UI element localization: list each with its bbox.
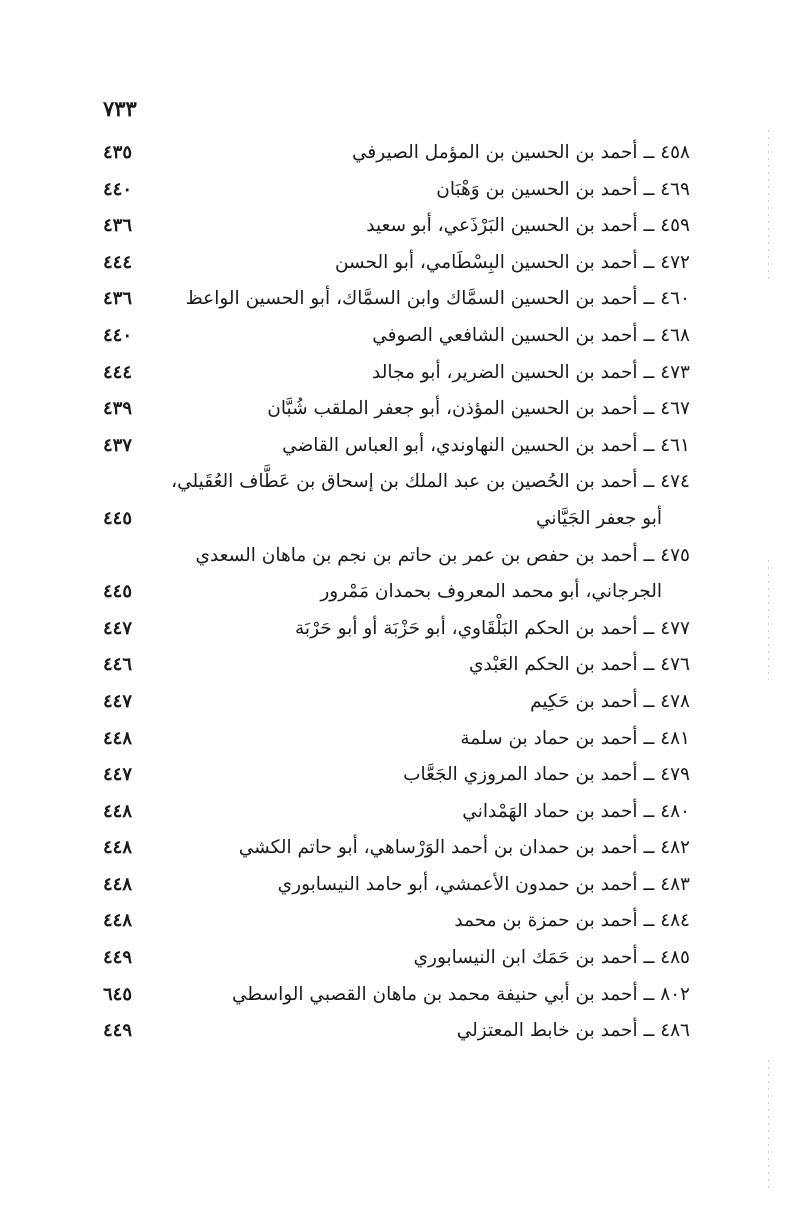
entry-page-number: ٤٣٩	[103, 398, 133, 420]
entry-text: ٤٨٤ ــ أحمد بن حمزة بن محمد	[454, 910, 690, 932]
entry-page-number: ٤٤٧	[103, 617, 133, 639]
entry-text: ٨٠٢ ــ أحمد بن أبي حنيفة محمد بن ماهان القصبي الواسطي	[231, 983, 690, 1005]
entry-page-number: ٤٤٠	[103, 324, 133, 346]
index-entry	[0, 762, 805, 799]
index-entry	[0, 396, 805, 433]
index-entry	[0, 616, 805, 653]
index-entry	[0, 908, 805, 945]
entry-text: ٤٧٧ ــ أحمد بن الحكم البَلْقَاوي، أبو حَزْبَة أو أبو حَرْبَة	[295, 617, 690, 639]
entry-text: ٤٧٣ ــ أحمد بن الحسين الضرير، أبو مجالد	[372, 361, 690, 383]
index-entry	[0, 835, 805, 872]
index-entry	[0, 213, 805, 250]
entry-text: ٤٥٨ ــ أحمد بن الحسين بن المؤمل الصيرفي	[352, 142, 690, 163]
index-entry	[0, 689, 805, 726]
entry-text: ٤٧٢ ــ أحمد بن الحسين البِسْطَامي، أبو الحسن	[334, 251, 690, 273]
entry-text: ٤٧٨ ــ أحمد بن حَكِيم	[530, 690, 690, 712]
index-entry	[0, 872, 805, 909]
entry-page-number: ٤٤٨	[103, 727, 133, 749]
index-entry	[0, 726, 805, 763]
entry-page-number: ٤٤٧	[103, 690, 133, 712]
index-entry	[0, 652, 805, 689]
scan-edge-mark	[768, 130, 769, 280]
entry-page-number: ٤٤٨	[103, 910, 133, 932]
index-entry	[0, 286, 805, 323]
index-entry	[0, 177, 805, 214]
index-entry	[0, 1018, 805, 1055]
entry-page-number: ٤٤٦	[103, 654, 133, 676]
entry-page-number: ٤٤٩	[103, 947, 133, 969]
entry-page-number: ٦٤٥	[103, 983, 133, 1005]
entry-text: ٤٦٨ ــ أحمد بن الحسين الشافعي الصوفي	[372, 324, 690, 346]
index-entry	[0, 543, 805, 580]
index-entry	[0, 469, 805, 506]
entry-text: ٤٨١ ــ أحمد بن حماد بن سلمة	[460, 727, 690, 749]
index-entries-list	[0, 140, 805, 1055]
entry-text: ٤٧٥ ــ أحمد بن حفص بن عمر بن حاتم بن نجم بن ماهان السعدي	[195, 544, 690, 566]
entry-text: ٤٧٤ ــ أحمد بن الحُصين بن عبد الملك بن إسحاق بن عَطَّاف العُقَيلي،	[171, 471, 690, 493]
entry-page-number: ٤٤٥	[103, 507, 133, 529]
entry-page-number: ٤٤٨	[103, 837, 133, 859]
scan-edge-mark	[768, 560, 769, 680]
entry-text: ٤٨٢ ــ أحمد بن حمدان بن أحمد الوَرْساهي، أبو حاتم الكشي	[238, 837, 690, 859]
entry-text: ٤٦١ ــ أحمد بن الحسين النهاوندي، أبو العباس القاضي	[282, 434, 690, 456]
index-entry	[0, 140, 805, 177]
entry-text: ٤٧٦ ــ أحمد بن الحكم العَبْدي	[469, 654, 690, 676]
entry-text: ٤٨٣ ــ أحمد بن حمدون الأعمشي، أبو حامد النيسابوري	[277, 873, 690, 895]
entry-text: الجرجاني، أبو محمد المعروف بحمدان مَمْرور	[320, 581, 662, 603]
entry-text: ٤٨٥ ــ أحمد بن حَمَك ابن النيسابوري	[413, 947, 690, 969]
index-entry	[0, 982, 805, 1019]
entry-text: ٤٥٩ ــ أحمد بن الحسين البَرْذَعي، أبو سعيد	[366, 215, 690, 237]
index-entry	[0, 945, 805, 982]
index-entry	[0, 579, 805, 616]
entry-text: ٤٨٠ ــ أحمد بن حماد الهَمْداني	[462, 800, 690, 822]
index-entry	[0, 360, 805, 397]
index-entry	[0, 323, 805, 360]
entry-text: ٤٦٠ ــ أحمد بن الحسين السمَّاك وابن السمَّاك، أبو الحسين الواعظ	[185, 288, 690, 310]
entry-page-number: ٤٣٦	[103, 215, 133, 237]
entry-page-number: ٤٤٨	[103, 873, 133, 895]
entry-text: ٤٦٩ ــ أحمد بن الحسين بن وَهْبَان	[436, 178, 690, 200]
entry-text: ٤٧٩ ــ أحمد بن حماد المروزي الجَعَّاب	[403, 764, 690, 786]
entry-page-number: ٤٤٠	[103, 178, 133, 200]
scan-edge-mark	[768, 1060, 769, 1190]
entry-page-number: ٤٤٤	[103, 251, 133, 273]
entry-page-number: ٤٣٦	[103, 288, 133, 310]
entry-page-number: ٤٣٧	[103, 434, 133, 456]
entry-page-number: ٤٤٤	[103, 361, 133, 383]
index-entry	[0, 799, 805, 836]
index-entry	[0, 250, 805, 287]
entry-text: ٤٦٧ ــ أحمد بن الحسين المؤذن، أبو جعفر الملقب شُبَّان	[267, 398, 690, 420]
page-number: ٧٣٣	[103, 96, 137, 121]
entry-page-number: ٤٤٧	[103, 764, 133, 786]
entry-text: أبو جعفر الجَيَّاني	[535, 507, 662, 529]
index-entry	[0, 506, 805, 543]
entry-page-number: ٤٤٨	[103, 800, 133, 822]
entry-text: ٤٨٦ ــ أحمد بن خابط المعتزلي	[456, 1020, 690, 1042]
entry-page-number: ٤٣٥	[103, 142, 133, 163]
entry-page-number: ٤٤٩	[103, 1020, 133, 1042]
entry-page-number: ٤٤٥	[103, 581, 133, 603]
index-entry	[0, 433, 805, 470]
